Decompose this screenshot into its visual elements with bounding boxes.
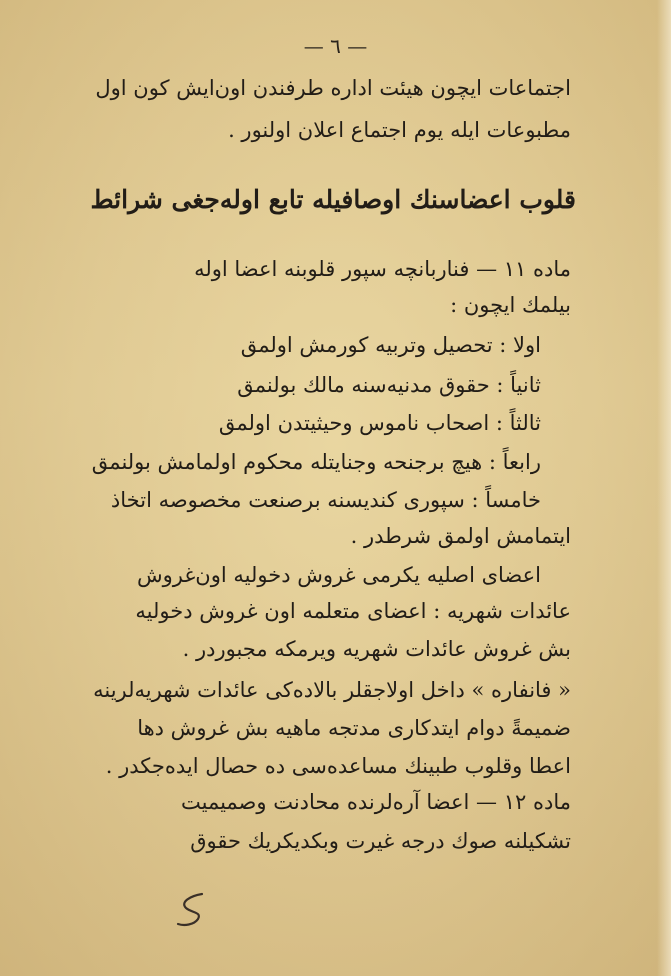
text-line: بیلمك ایچون : xyxy=(450,293,571,317)
text-line: « فانفاره » داخل اولاجقلر بالاده‌کی عائدات شهریه‌لرینه xyxy=(93,678,571,702)
text-line: خامساً : سپوری کندیسنه برصنعت مخصوصه اتخاذ xyxy=(110,488,541,512)
text-line: تشکیلنه صوك درجه غیرت وبکدیکریك حقوق xyxy=(190,829,571,853)
page-number: — ٦ — xyxy=(303,34,368,58)
text-line: ماده ۱۱ — فناربانچه سپور قلوبنه اعضا اوله xyxy=(194,257,571,281)
page-edge xyxy=(657,0,671,976)
handwritten-mark-icon xyxy=(172,888,212,932)
text-line: اجتماعات ایچون هیئت اداره طرفندن اون‌ایش کون اول xyxy=(95,76,571,100)
section-heading: قلوب اعضاسنك اوصافیله تابع اوله‌جغی شرائط xyxy=(90,185,576,214)
text-line: رابعاً : هیچ برجنحه وجنایتله محکوم اولمامش بولنمق xyxy=(91,450,541,474)
text-line: ثانیاً : حقوق مدنیه‌سنه مالك بولنمق xyxy=(237,373,541,397)
text-line: ضمیمةً دوام ایتدکاری مدتجه ماهیه بش غروش دها xyxy=(137,716,571,740)
text-line: اعضای اصلیه یکرمی غروش دخولیه اون‌غروش xyxy=(136,563,541,587)
text-line: ماده ۱۲ — اعضا آره‌لرنده محادنت وصمیمیت xyxy=(180,790,571,814)
text-line: ایتمامش اولمق شرطدر . xyxy=(350,524,571,548)
text-line: اولا : تحصیل وتربیه کورمش اولمق xyxy=(240,333,541,357)
text-line: عائدات شهریه : اعضای متعلمه اون غروش دخولیه xyxy=(135,599,571,623)
text-line: اعطا وقلوب طبینك مساعده‌سی ده حصال ایده‌جکدر . xyxy=(105,754,571,778)
text-line: مطبوعات ایله یوم اجتماع اعلان اولنور . xyxy=(228,118,571,142)
text-line: ثالثاً : اصحاب ناموس وحیثیتدن اولمق xyxy=(218,411,541,435)
text-line: بش غروش عائدات شهریه ویرمکه مجبوردر . xyxy=(182,637,571,661)
